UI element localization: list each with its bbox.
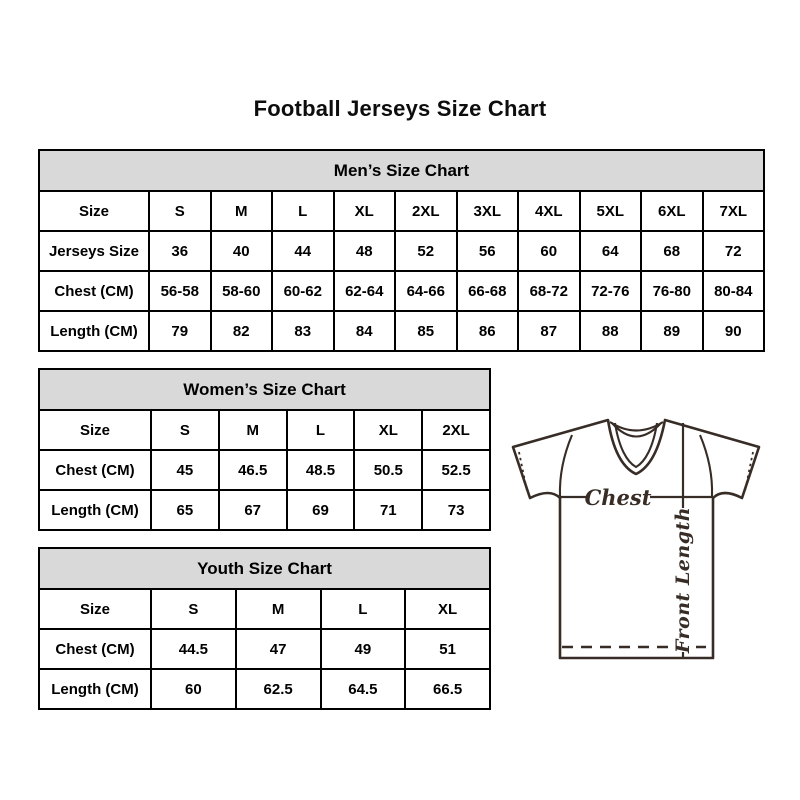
page-title: Football Jerseys Size Chart <box>253 96 547 121</box>
cell: M <box>211 191 273 231</box>
cell: 40 <box>211 231 273 271</box>
row-label: Jerseys Size <box>39 231 149 271</box>
cell: 68-72 <box>518 271 580 311</box>
row-label: Chest (CM) <box>39 271 149 311</box>
cell: 4XL <box>518 191 580 231</box>
cell: 48 <box>334 231 396 271</box>
cell: XL <box>405 589 490 629</box>
row-label: Size <box>39 191 149 231</box>
youth-size-row <box>39 589 490 629</box>
cell: 60 <box>518 231 580 271</box>
cell: 60-62 <box>272 271 334 311</box>
row-label: Length (CM) <box>39 669 151 709</box>
cell: 2XL <box>422 410 490 450</box>
cell: 64.5 <box>321 669 406 709</box>
mens-length-row <box>39 311 764 351</box>
cell: 67 <box>219 490 287 530</box>
cell: 45 <box>151 450 219 490</box>
mens-size-table <box>38 149 765 352</box>
womens-size-row <box>39 410 490 450</box>
row-label: Length (CM) <box>39 311 149 351</box>
womens-size-table <box>38 368 491 531</box>
cell: 82 <box>211 311 273 351</box>
womens-length-row <box>39 490 490 530</box>
row-label: Chest (CM) <box>39 450 151 490</box>
cell: 64-66 <box>395 271 457 311</box>
row-label: Chest (CM) <box>39 629 151 669</box>
mens-chest-row <box>39 271 764 311</box>
cell: 72 <box>703 231 765 271</box>
cell: 52 <box>395 231 457 271</box>
cell: 90 <box>703 311 765 351</box>
row-label: Length (CM) <box>39 490 151 530</box>
cell: 46.5 <box>219 450 287 490</box>
mens-section-header-row <box>39 150 764 191</box>
cell: 66.5 <box>405 669 490 709</box>
cell: 83 <box>272 311 334 351</box>
cell: 49 <box>321 629 406 669</box>
womens-chart-title: Women’s Size Chart <box>39 369 490 410</box>
cell: 85 <box>395 311 457 351</box>
cell: 36 <box>149 231 211 271</box>
cell: S <box>151 589 236 629</box>
jersey-diagram <box>506 416 766 666</box>
cell: 80-84 <box>703 271 765 311</box>
cell: 52.5 <box>422 450 490 490</box>
jersey-outline <box>513 420 759 658</box>
youth-section-header-row <box>39 548 490 589</box>
cell: 66-68 <box>457 271 519 311</box>
youth-chart-title: Youth Size Chart <box>39 548 490 589</box>
cell: S <box>149 191 211 231</box>
cell: XL <box>334 191 396 231</box>
cell: M <box>219 410 287 450</box>
cell: 5XL <box>580 191 642 231</box>
cell: L <box>321 589 406 629</box>
cell: 72-76 <box>580 271 642 311</box>
cell: 65 <box>151 490 219 530</box>
cell: 3XL <box>457 191 519 231</box>
cell: 58-60 <box>211 271 273 311</box>
mens-chart-title: Men’s Size Chart <box>39 150 764 191</box>
cell: 64 <box>580 231 642 271</box>
cell: 6XL <box>641 191 703 231</box>
cell: 50.5 <box>354 450 422 490</box>
cell: 69 <box>287 490 355 530</box>
womens-chest-row <box>39 450 490 490</box>
youth-length-row <box>39 669 490 709</box>
cell: 56-58 <box>149 271 211 311</box>
cell: 48.5 <box>287 450 355 490</box>
cell: 2XL <box>395 191 457 231</box>
mens-jerseys-size-row <box>39 231 764 271</box>
cell: 68 <box>641 231 703 271</box>
cell: 56 <box>457 231 519 271</box>
cell: 71 <box>354 490 422 530</box>
cell: 60 <box>151 669 236 709</box>
cell: 86 <box>457 311 519 351</box>
cell: 89 <box>641 311 703 351</box>
row-label: Size <box>39 589 151 629</box>
cell: 79 <box>149 311 211 351</box>
cell: 44 <box>272 231 334 271</box>
front-length-label: Front Length <box>672 506 694 654</box>
womens-section-header-row <box>39 369 490 410</box>
mens-size-row <box>39 191 764 231</box>
cell: 84 <box>334 311 396 351</box>
cell: 73 <box>422 490 490 530</box>
cell: XL <box>354 410 422 450</box>
cell: 7XL <box>703 191 765 231</box>
cell: L <box>287 410 355 450</box>
cell: S <box>151 410 219 450</box>
cell: 87 <box>518 311 580 351</box>
cell: L <box>272 191 334 231</box>
cell: 51 <box>405 629 490 669</box>
cell: 62.5 <box>236 669 321 709</box>
youth-size-table <box>38 547 491 710</box>
row-label: Size <box>39 410 151 450</box>
cell: 88 <box>580 311 642 351</box>
cell: 47 <box>236 629 321 669</box>
cell: 76-80 <box>641 271 703 311</box>
cell: 62-64 <box>334 271 396 311</box>
chest-label: Chest <box>584 485 652 510</box>
youth-chest-row <box>39 629 490 669</box>
cell: M <box>236 589 321 629</box>
cell: 44.5 <box>151 629 236 669</box>
